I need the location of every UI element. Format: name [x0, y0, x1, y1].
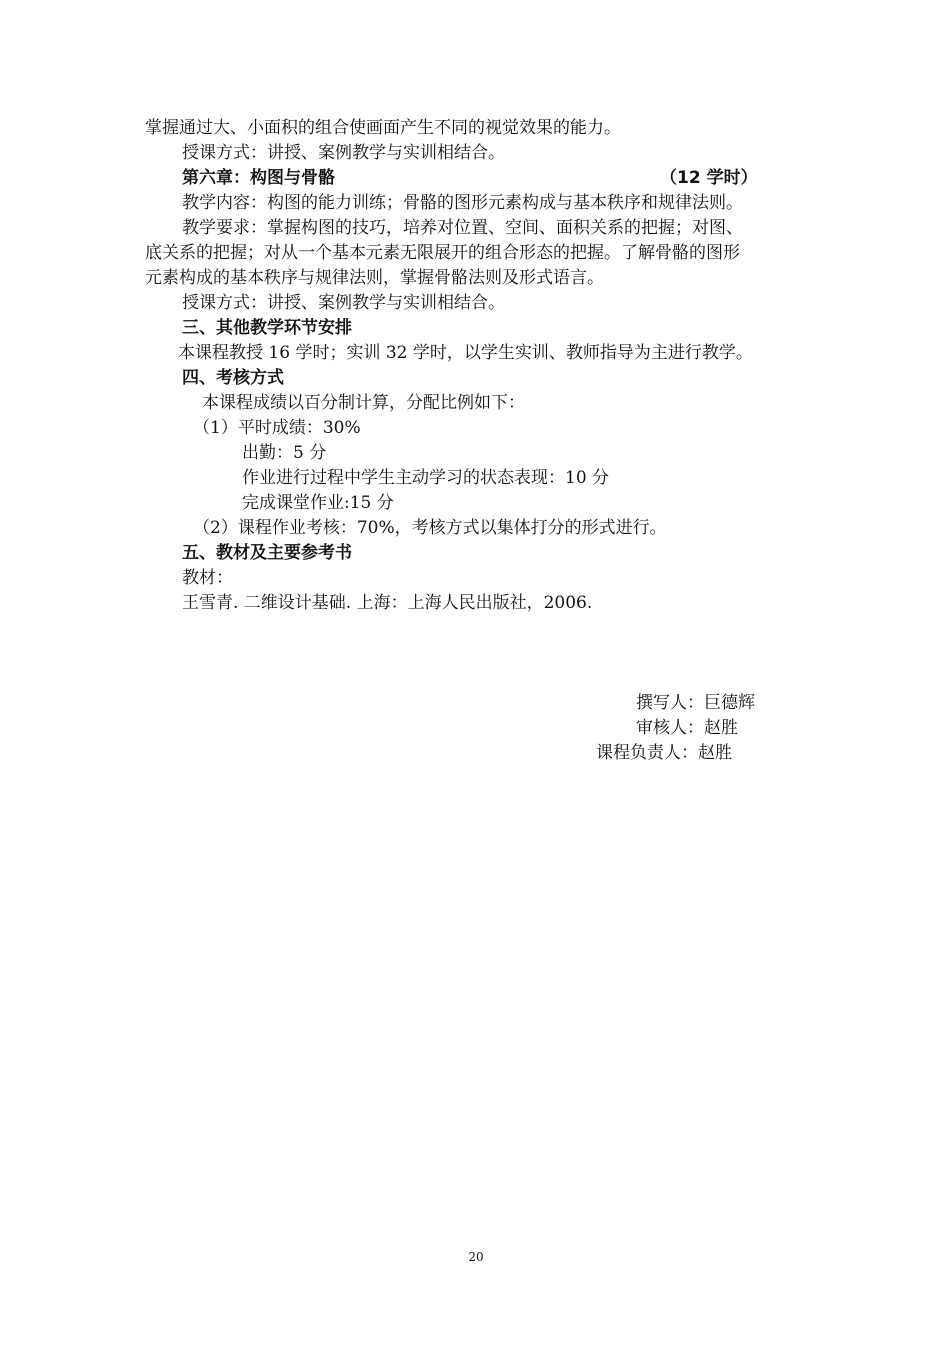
- paragraph-line: 掌握通过大、小面积的组合使画面产生不同的视觉效果的能力。: [145, 118, 621, 138]
- chapter-hours: （12 学时）: [660, 168, 758, 188]
- assessment-subitem: 完成课堂作业:15 分: [242, 493, 394, 513]
- page-number: 20: [468, 1250, 484, 1264]
- course-lead-signature: 课程负责人：赵胜: [596, 743, 732, 763]
- chapter-title: 第六章：构图与骨骼: [182, 168, 335, 188]
- assessment-subitem: 出勤：5 分: [242, 443, 327, 463]
- textbook-reference: 王雪青. 二维设计基础. 上海：上海人民出版社，2006.: [182, 593, 593, 613]
- author-signature: 撰写人：巨德辉: [636, 693, 755, 713]
- section-text: 本课程教授 16 学时；实训 32 学时，以学生实训、教师指导为主进行教学。: [178, 343, 753, 363]
- assessment-intro: 本课程成绩以百分制计算，分配比例如下：: [202, 393, 525, 413]
- teaching-requirement-line-3: 元素构成的基本秩序与规律法则，掌握骨骼法则及形式语言。: [145, 268, 604, 288]
- assessment-subitem: 作业进行过程中学生主动学习的状态表现：10 分: [242, 468, 610, 488]
- assessment-item: （2）课程作业考核：70%，考核方式以集体打分的形式进行。: [193, 518, 667, 538]
- section-title: 三、其他教学环节安排: [182, 318, 352, 338]
- section-title: 四、考核方式: [182, 368, 284, 388]
- assessment-item: （1）平时成绩：30%: [193, 418, 361, 438]
- section-title: 五、教材及主要参考书: [182, 543, 352, 563]
- teaching-method-line: 授课方式：讲授、案例教学与实训相结合。: [182, 293, 505, 313]
- reviewer-signature: 审核人：赵胜: [636, 718, 738, 738]
- teaching-method-line: 授课方式：讲授、案例教学与实训相结合。: [182, 143, 505, 163]
- teaching-requirement-line-2: 底关系的把握；对从一个基本元素无限展开的组合形态的把握。了解骨骼的图形: [145, 243, 740, 263]
- teaching-requirement-line-1: 教学要求：掌握构图的技巧，培养对位置、空间、面积关系的把握；对图、: [182, 218, 743, 238]
- teaching-content-line: 教学内容：构图的能力训练；骨骼的图形元素构成与基本秩序和规律法则。: [182, 193, 743, 213]
- textbook-label: 教材：: [182, 568, 233, 588]
